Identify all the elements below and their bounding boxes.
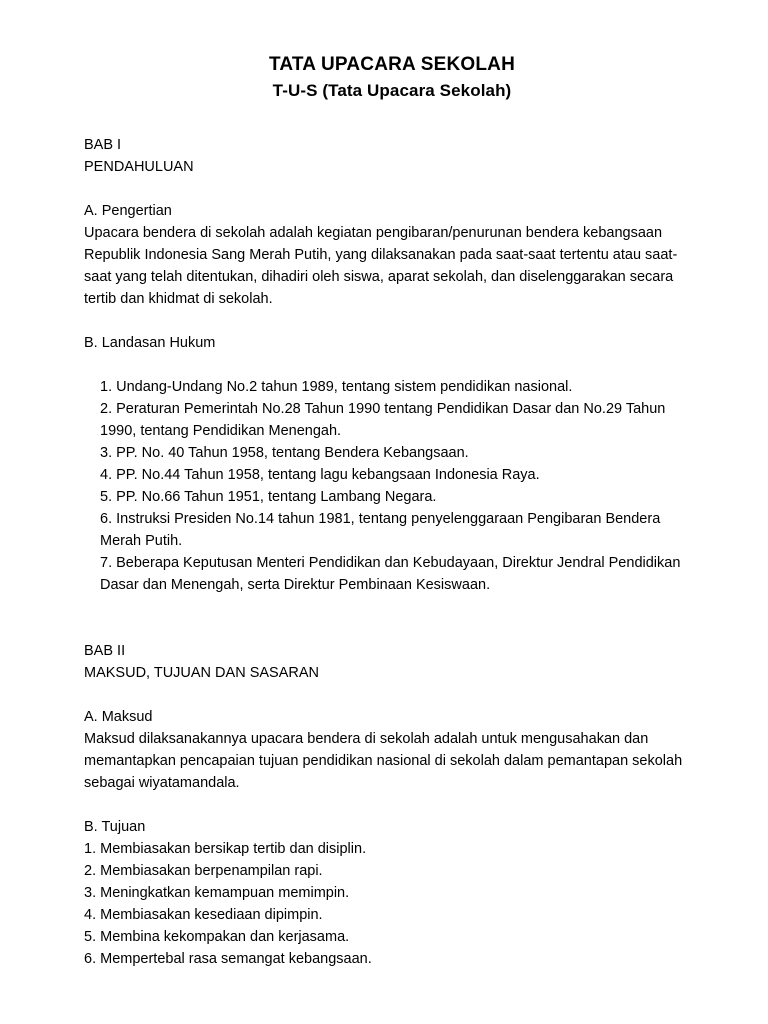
list-item: 4. PP. No.44 Tahun 1958, tentang lagu kebangsaan Indonesia Raya. — [100, 467, 540, 483]
list-item: 2. Peraturan Pemerintah No.28 Tahun 1990 tentang Pendidikan Dasar dan No.29 Tahun 1990, tentang Pendidikan Menengah. — [100, 401, 666, 439]
list-item: 1. Undang-Undang No.2 tahun 1989, tentang sistem pendidikan nasional. — [100, 379, 573, 395]
document-body — [84, 52, 700, 970]
section-tujuan — [84, 816, 700, 970]
section-tujuan-heading: B. Tujuan — [84, 819, 146, 835]
list-item: 1. Membiasakan bersikap tertib dan disiplin. — [84, 841, 367, 857]
list-item: 4. Membiasakan kesediaan dipimpin. — [84, 907, 323, 923]
list-item: 3. Meningkatkan kemampuan memimpin. — [84, 885, 350, 901]
chapter-bab-2 — [84, 640, 700, 970]
list-item: 5. PP. No.66 Tahun 1951, tentang Lambang Negara. — [100, 489, 437, 505]
chapter-2-number: BAB II — [84, 643, 126, 659]
chapter-1-number: BAB I — [84, 137, 122, 153]
chapter-bab-1 — [84, 134, 700, 596]
section-maksud-paragraph: Maksud dilaksanakannya upacara bendera di sekolah adalah untuk mengusahakan dan memantapkan pencapaian tujuan pendidikan nasional di sekolah dalam pemantapan sekolah sebagai wiyatamandala. — [84, 731, 683, 791]
document-title: TATA UPACARA SEKOLAH — [268, 54, 516, 75]
section-maksud — [84, 706, 700, 794]
section-landasan-hukum — [84, 332, 700, 596]
chapter-2-name: MAKSUD, TUJUAN DAN SASARAN — [84, 665, 319, 681]
landasan-hukum-list — [84, 376, 700, 596]
section-pengertian-paragraph: Upacara bendera di sekolah adalah kegiatan pengibaran/penurunan bendera kebangsaan Republik Indonesia Sang Merah Putih, yang dilaksanakan pada saat-saat tertentu atau saat-saat yang telah ditentukan, dihadiri oleh siswa, aparat sekolah, dan diselenggarakan secara tertib dan khidmat di sekolah. — [84, 225, 678, 307]
list-item: 7. Beberapa Keputusan Menteri Pendidikan dan Kebudayaan, Direktur Jendral Pendidikan Dasar dan Menengah, serta Direktur Pembinaan Kesiswaan. — [100, 555, 681, 593]
chapter-1-name: PENDAHULUAN — [84, 159, 194, 175]
list-item: 6. Instruksi Presiden No.14 tahun 1981, tentang penyelenggaraan Pengibaran Bendera Merah Putih. — [100, 511, 661, 549]
section-maksud-heading: A. Maksud — [84, 709, 153, 725]
list-item: 3. PP. No. 40 Tahun 1958, tentang Bendera Kebangsaan. — [100, 445, 469, 461]
section-pengertian-heading: A. Pengertian — [84, 203, 172, 219]
list-item: 2. Membiasakan berpenampilan rapi. — [84, 863, 323, 879]
section-pengertian — [84, 200, 700, 310]
list-item: 5. Membina kekompakan dan kerjasama. — [84, 929, 350, 945]
tujuan-list — [84, 838, 700, 970]
document-subtitle: T-U-S (Tata Upacara Sekolah) — [272, 81, 512, 100]
section-landasan-hukum-heading: B. Landasan Hukum — [84, 335, 216, 351]
list-item: 6. Mempertebal rasa semangat kebangsaan. — [84, 951, 372, 967]
